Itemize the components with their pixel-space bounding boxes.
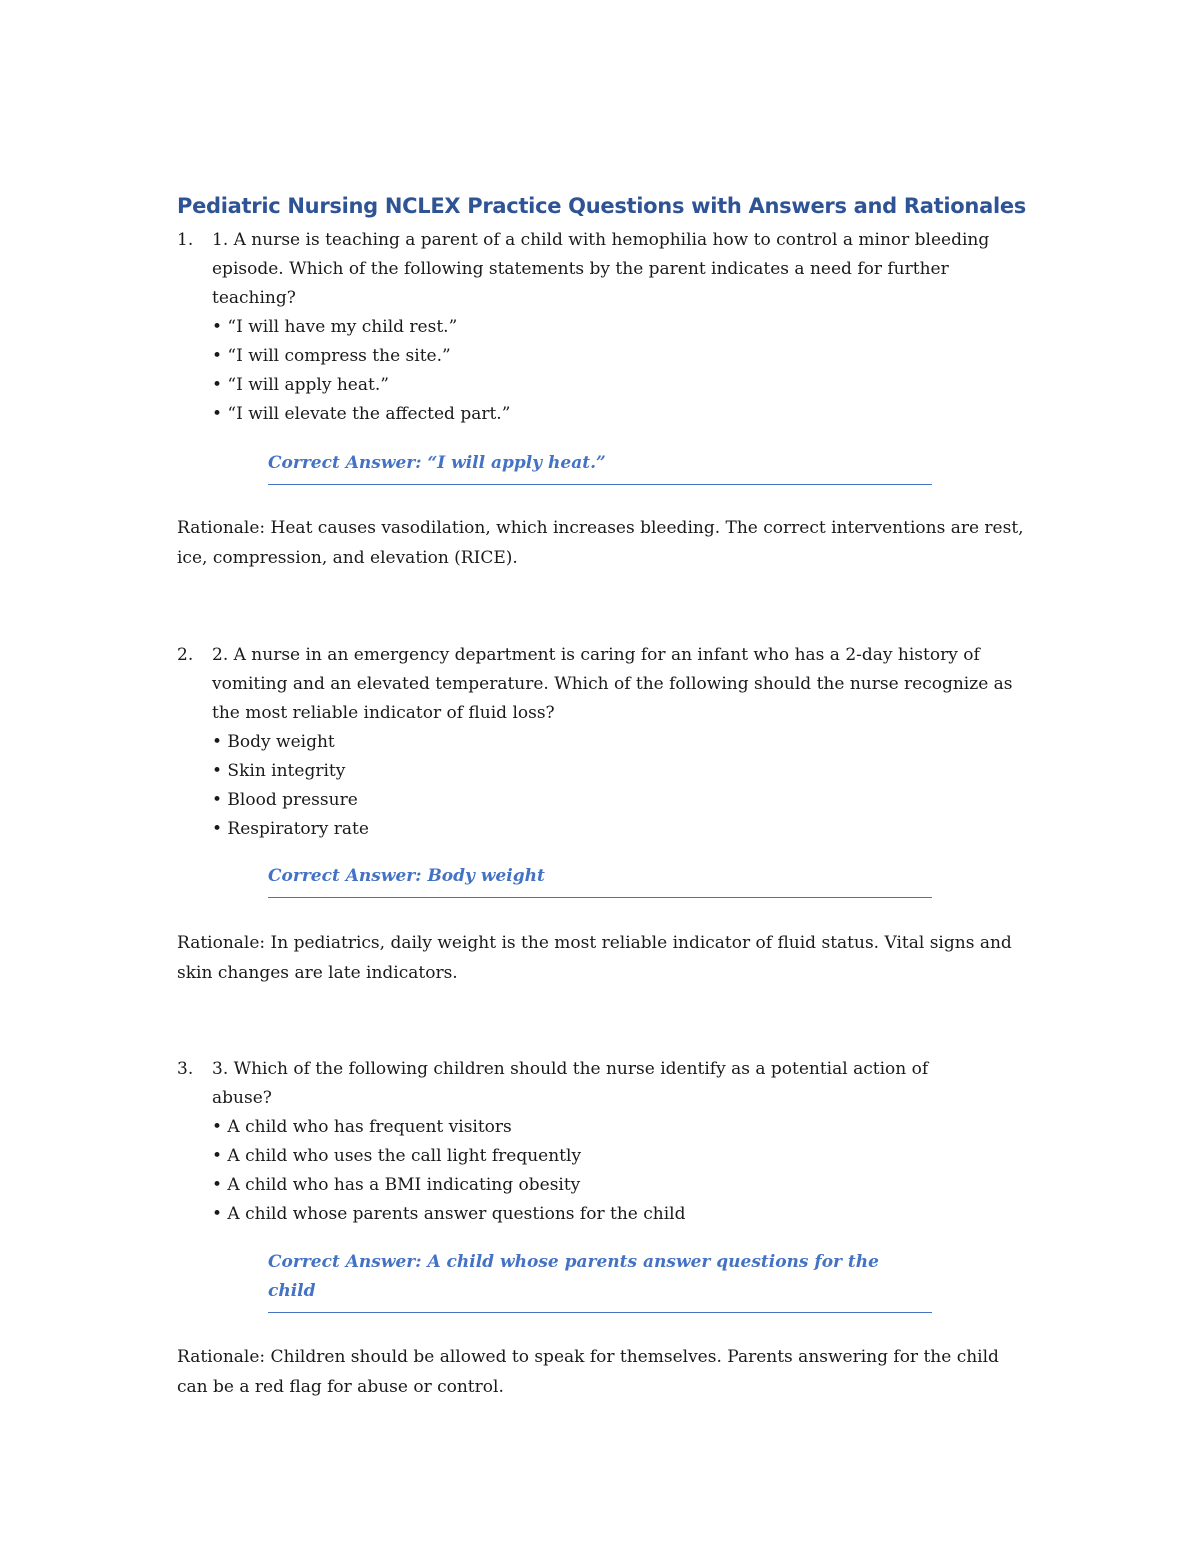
answer-option: • Respiratory rate bbox=[212, 819, 369, 839]
answer-option: • “I will compress the site.” bbox=[212, 346, 451, 366]
question-list-number: 3. bbox=[177, 1059, 194, 1079]
question-list-number: 2. bbox=[177, 645, 194, 665]
question-body bbox=[212, 1055, 982, 1229]
question-text: 3. Which of the following children should the nurse identify as a potential action of abuse? bbox=[212, 1059, 929, 1108]
question-body bbox=[212, 226, 1032, 429]
rationale: Rationale: Children should be allowed to speak for themselves. Parents answering for the child can be a red flag for abuse or control. bbox=[177, 1347, 999, 1397]
correct-answer: Correct Answer: A child whose parents answer questions for the child bbox=[268, 1252, 879, 1301]
correct-answer: Correct Answer: “I will apply heat.” bbox=[268, 453, 606, 473]
correct-answer: Correct Answer: Body weight bbox=[268, 866, 545, 886]
answer-option: • A child who has frequent visitors bbox=[212, 1117, 512, 1137]
question-text: 2. A nurse in an emergency department is caring for an infant who has a 2-day history of vomiting and an elevated temperature. Which of the following should the nurse recognize as the most reliable indicator of fluid loss? bbox=[212, 645, 1013, 723]
answer-option: • A child who uses the call light frequently bbox=[212, 1146, 582, 1166]
question-list-number: 1. bbox=[177, 230, 194, 250]
answer-options bbox=[212, 1113, 982, 1229]
answer-options bbox=[212, 313, 1032, 429]
answer-option: • A child whose parents answer questions for the child bbox=[212, 1204, 686, 1224]
answer-option: • “I will elevate the affected part.” bbox=[212, 404, 511, 424]
answer-option: • “I will have my child rest.” bbox=[212, 317, 458, 337]
answer-option: • Blood pressure bbox=[212, 790, 358, 810]
correct-answer-block bbox=[268, 449, 932, 485]
rationale: Rationale: Heat causes vasodilation, which increases bleeding. The correct interventions are rest, ice, compression, and elevation (RICE). bbox=[177, 518, 1024, 568]
answer-option: • Body weight bbox=[212, 732, 335, 752]
answer-options bbox=[212, 728, 1032, 844]
document-title: Pediatric Nursing NCLEX Practice Questions with Answers and Rationales bbox=[177, 194, 1026, 218]
answer-option: • A child who has a BMI indicating obesity bbox=[212, 1175, 581, 1195]
question-body bbox=[212, 641, 1032, 844]
rationale: Rationale: In pediatrics, daily weight is the most reliable indicator of fluid status. Vital signs and skin changes are late indicators. bbox=[177, 933, 1012, 983]
correct-answer-block bbox=[268, 862, 932, 898]
answer-option: • Skin integrity bbox=[212, 761, 346, 781]
question-text: 1. A nurse is teaching a parent of a child with hemophilia how to control a minor bleeding episode. Which of the following statements by the parent indicates a need for further teaching? bbox=[212, 230, 990, 308]
correct-answer-block bbox=[268, 1248, 932, 1313]
answer-option: • “I will apply heat.” bbox=[212, 375, 389, 395]
